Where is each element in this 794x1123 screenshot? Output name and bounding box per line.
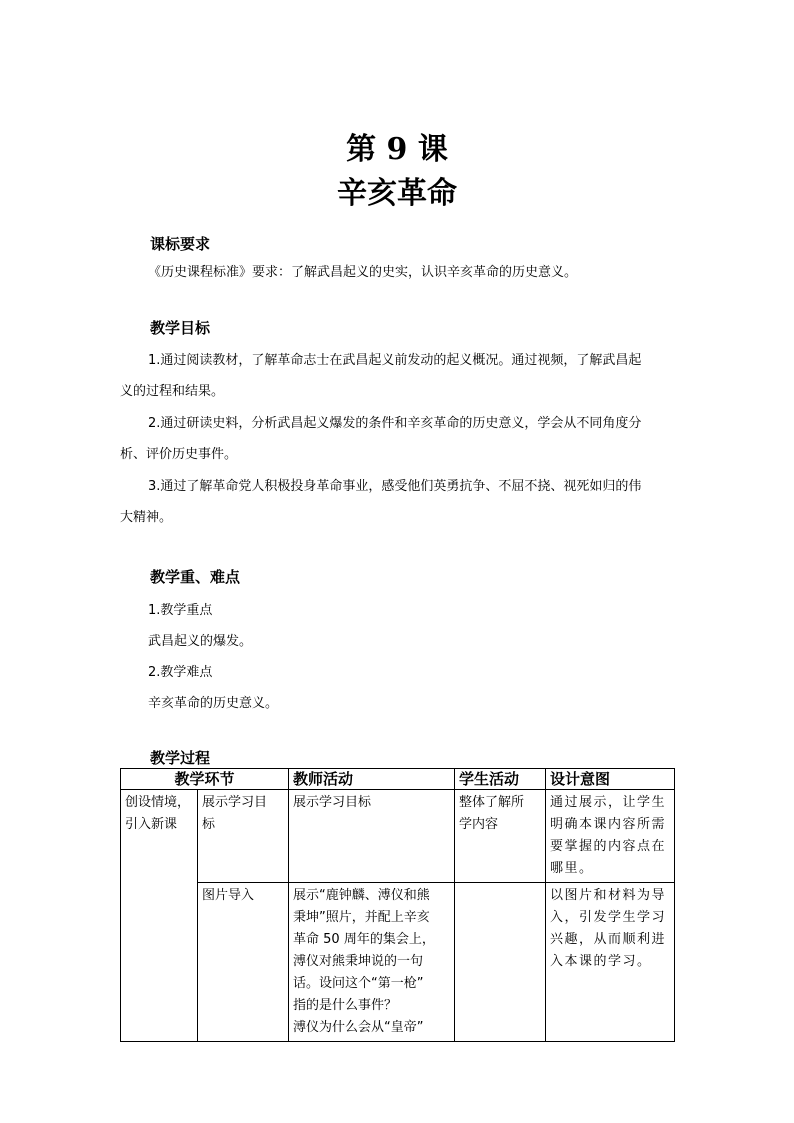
standards-heading: 课标要求 — [150, 235, 211, 253]
key-point-line: 1.教学重点 — [148, 603, 213, 618]
process-table — [120, 768, 675, 1042]
header-intent: 设计意图 — [546, 769, 675, 790]
key-point-line: 2.教学难点 — [148, 665, 213, 680]
key-point-line: 武昌起义的爆发。 — [148, 634, 253, 649]
intent-cell: 通过展示，让学生 明确本课内容所需 要掌握的内容点在 哪里。 — [546, 790, 675, 883]
objective-line: 义的过程和结果。 — [120, 384, 225, 399]
objective-line: 2.通过研读史料，分析武昌起义爆发的条件和辛亥革命的历史意义，学会从不同角度分 — [148, 416, 642, 431]
stage-cell: 创设情境， 引入新课 — [121, 790, 198, 1042]
objective-line: 大精神。 — [120, 510, 173, 525]
intent-cell: 以图片和材料为导 入，引发学生学习 兴趣，从而顺利进 入本课的学习。 — [546, 883, 675, 1042]
student-cell — [455, 883, 546, 1042]
header-teacher: 教师活动 — [289, 769, 455, 790]
table-row — [121, 790, 675, 883]
table-row — [121, 883, 675, 1042]
process-heading: 教学过程 — [150, 749, 211, 767]
header-stage: 教学环节 — [121, 769, 289, 790]
teacher-cell: 展示“鹿钟麟、溥仪和熊 秉坤”照片，并配上辛亥 革命 50 周年的集会上， 溥仪对熊秉坤说的一句 话。设问这个“第一枪” 指的是什么事件？ 溥仪为什么会从“皇帝” — [289, 883, 455, 1042]
lesson-number: 第 9 课 — [346, 132, 448, 167]
standards-text: 《历史课程标准》要求：了解武昌起义的史实，认识辛亥革命的历史意义。 — [148, 265, 578, 280]
objective-line: 1.通过阅读教材，了解革命志士在武昌起义前发动的起义概况。通过视频，了解武昌起 — [148, 353, 642, 368]
key-point-line: 辛亥革命的历史意义。 — [148, 696, 279, 711]
table-header-row — [121, 769, 675, 790]
objectives-heading: 教学目标 — [150, 319, 211, 337]
teacher-cell: 展示学习目标 — [289, 790, 455, 883]
step-cell: 图片导入 — [198, 883, 289, 1042]
header-student: 学生活动 — [455, 769, 546, 790]
lesson-title: 辛亥革命 — [337, 176, 457, 211]
objective-line: 3.通过了解革命党人积极投身革命事业，感受他们英勇抗争、不屈不挠、视死如归的伟 — [148, 479, 642, 494]
step-cell: 展示学习目 标 — [198, 790, 289, 883]
student-cell: 整体了解所 学内容 — [455, 790, 546, 883]
objective-line: 析、评价历史事件。 — [120, 447, 238, 462]
key-points-heading: 教学重、难点 — [150, 568, 241, 586]
